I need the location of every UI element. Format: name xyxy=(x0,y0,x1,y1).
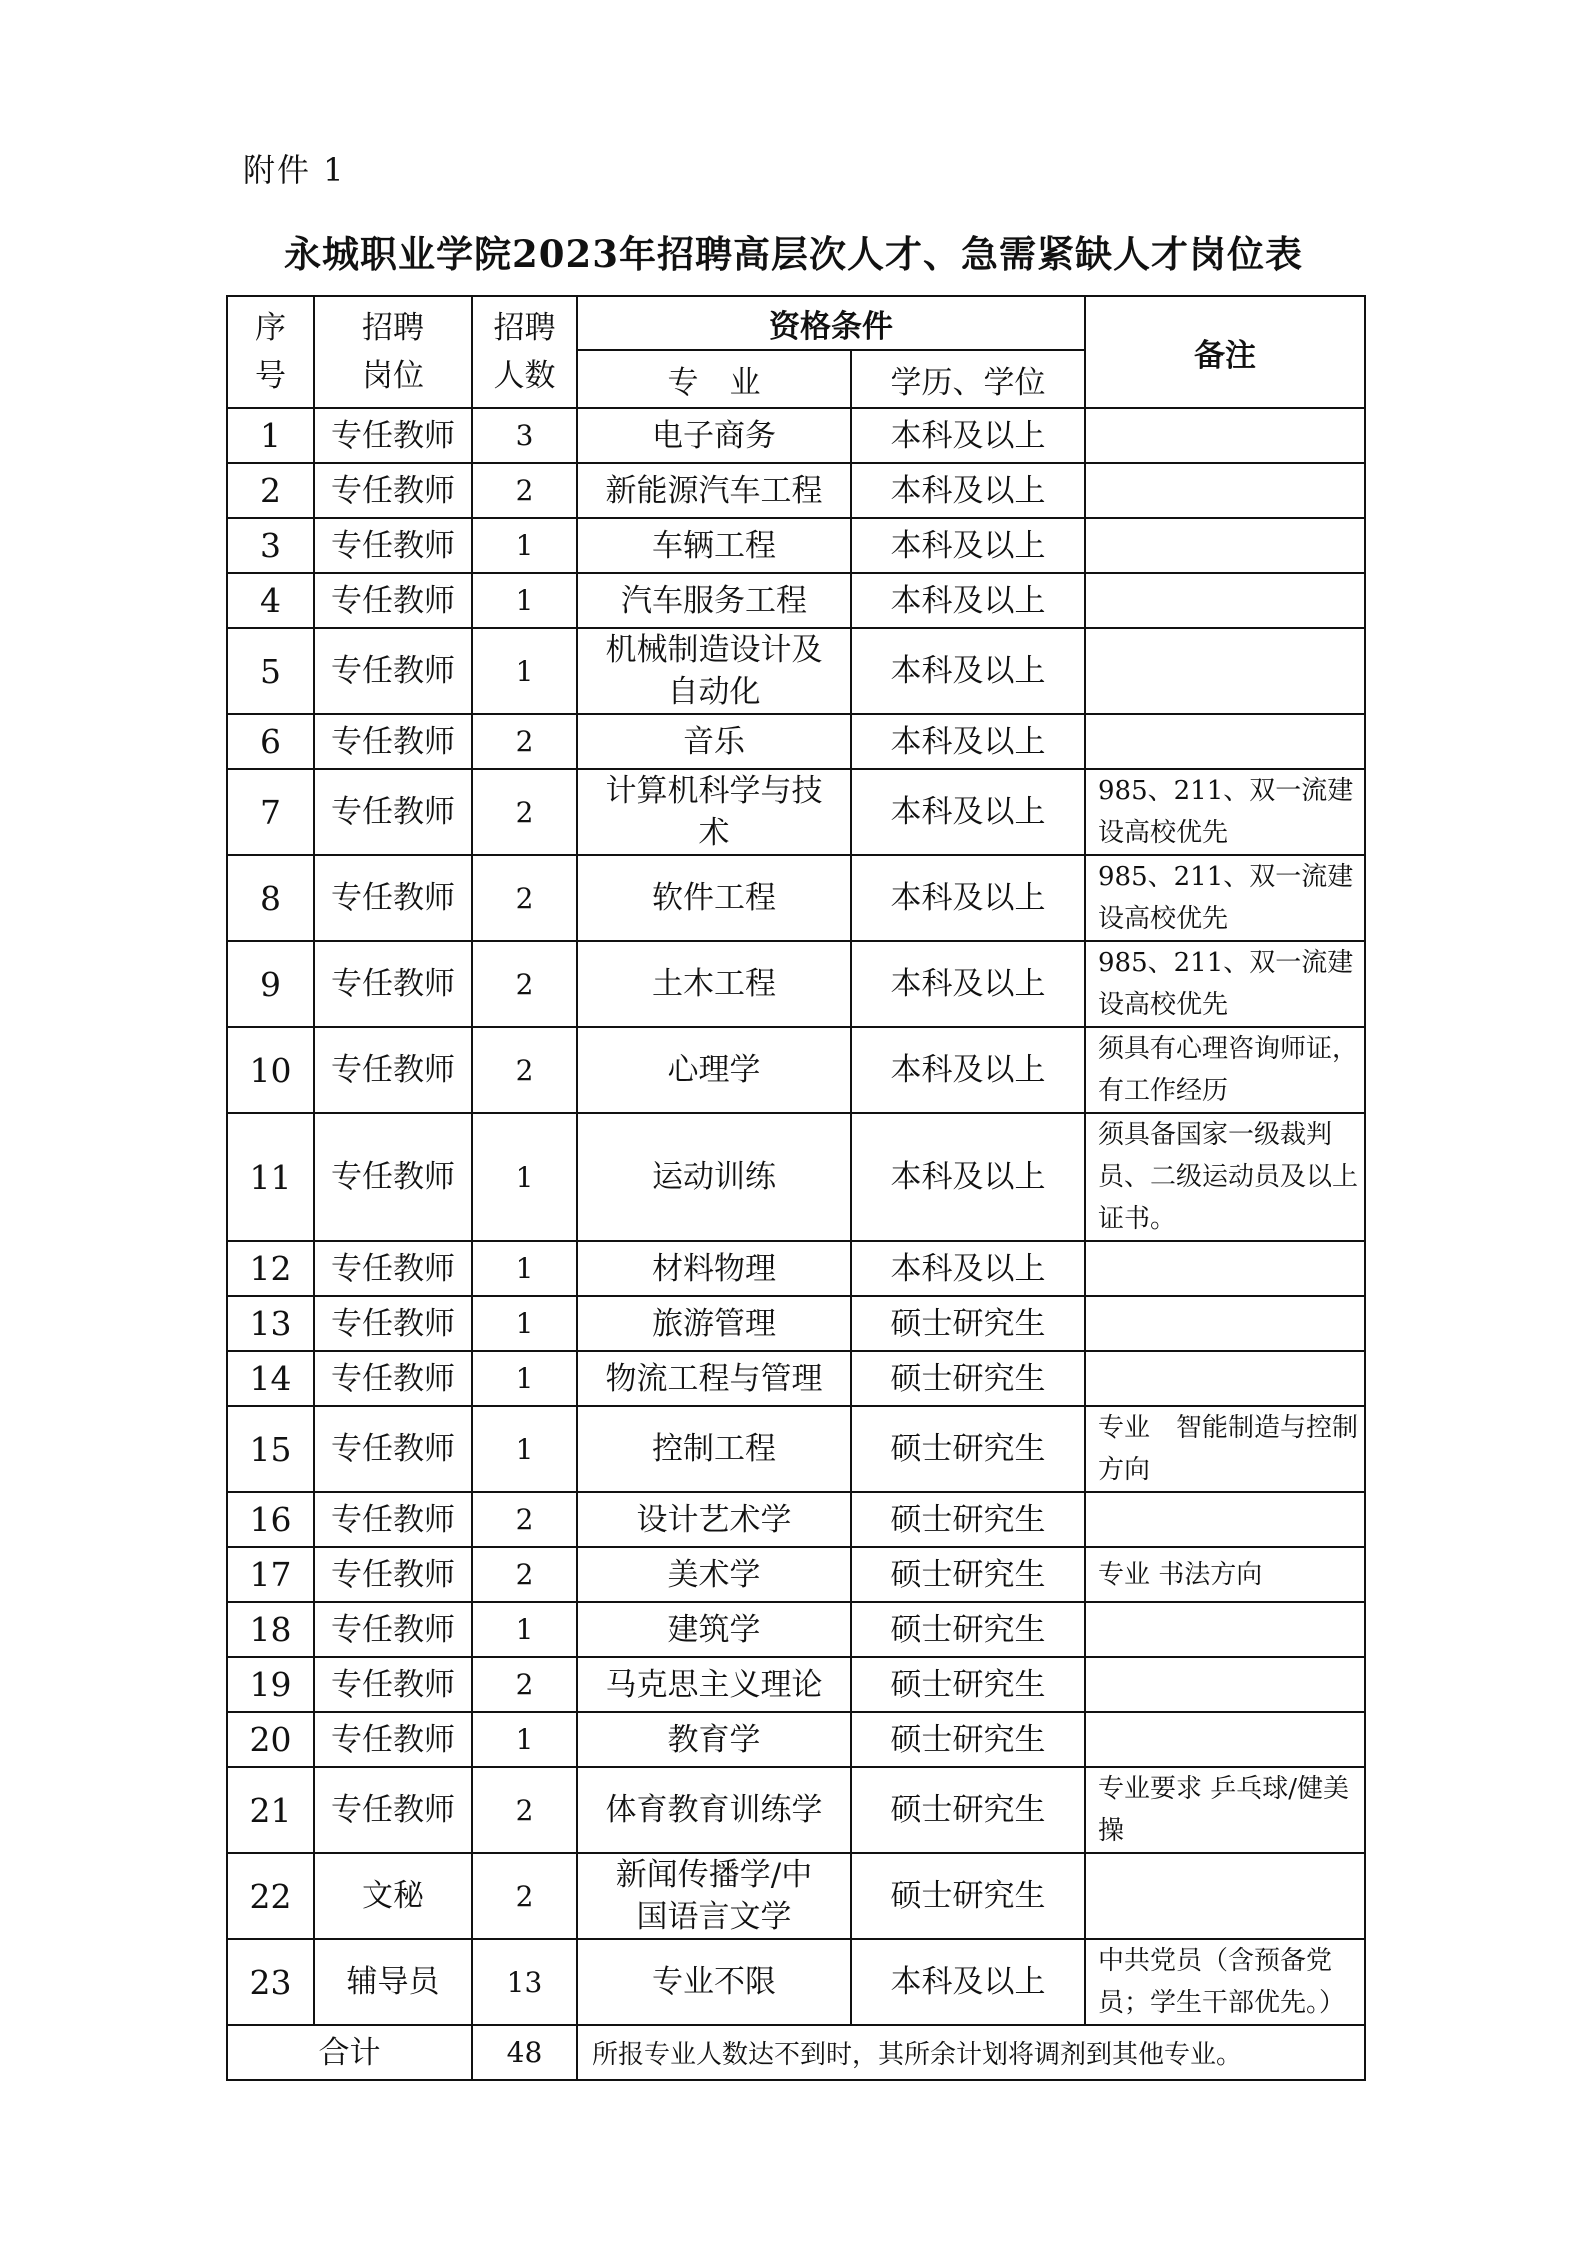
row-degree: 本科及以上 xyxy=(851,463,1085,518)
row-degree: 本科及以上 xyxy=(851,628,1085,714)
row-note xyxy=(1085,518,1365,573)
row-count: 2 xyxy=(472,714,577,769)
row-seq: 21 xyxy=(227,1767,314,1853)
row-major: 新闻传播学/中国语言文学 xyxy=(577,1853,851,1939)
row-degree: 本科及以上 xyxy=(851,518,1085,573)
table-row xyxy=(227,1113,1365,1241)
row-seq: 18 xyxy=(227,1602,314,1657)
row-position: 专任教师 xyxy=(314,714,472,769)
table-row xyxy=(227,1027,1365,1113)
header-qualification: 资格条件 xyxy=(577,296,1085,350)
total-row xyxy=(227,2025,1365,2080)
header-major: 专 业 xyxy=(577,350,851,408)
row-position: 专任教师 xyxy=(314,855,472,941)
row-position: 专任教师 xyxy=(314,518,472,573)
row-note: 985、211、双一流建设高校优先 xyxy=(1085,941,1365,1027)
row-degree: 硕士研究生 xyxy=(851,1547,1085,1602)
row-degree: 本科及以上 xyxy=(851,1939,1085,2025)
row-degree: 硕士研究生 xyxy=(851,1657,1085,1712)
row-seq: 7 xyxy=(227,769,314,855)
row-seq: 11 xyxy=(227,1113,314,1241)
row-major: 运动训练 xyxy=(577,1113,851,1241)
table-row xyxy=(227,1939,1365,2025)
row-seq: 13 xyxy=(227,1296,314,1351)
row-count: 2 xyxy=(472,1767,577,1853)
table-row xyxy=(227,1492,1365,1547)
row-seq: 6 xyxy=(227,714,314,769)
row-seq: 3 xyxy=(227,518,314,573)
row-note xyxy=(1085,408,1365,463)
positions-table xyxy=(226,295,1366,2081)
row-degree: 本科及以上 xyxy=(851,941,1085,1027)
row-seq: 20 xyxy=(227,1712,314,1767)
row-position: 专任教师 xyxy=(314,1113,472,1241)
header-count: 招聘人数 xyxy=(472,296,577,408)
row-note xyxy=(1085,1602,1365,1657)
row-note xyxy=(1085,1492,1365,1547)
row-note xyxy=(1085,628,1365,714)
row-note xyxy=(1085,573,1365,628)
row-degree: 本科及以上 xyxy=(851,573,1085,628)
row-seq: 8 xyxy=(227,855,314,941)
row-major: 计算机科学与技术 xyxy=(577,769,851,855)
row-position: 专任教师 xyxy=(314,1767,472,1853)
row-count: 1 xyxy=(472,1296,577,1351)
row-major: 汽车服务工程 xyxy=(577,573,851,628)
row-degree: 本科及以上 xyxy=(851,1113,1085,1241)
row-note: 须具备国家一级裁判员、二级运动员及以上证书。 xyxy=(1085,1113,1365,1241)
table-row xyxy=(227,573,1365,628)
row-note xyxy=(1085,463,1365,518)
row-note: 专业 书法方向 xyxy=(1085,1547,1365,1602)
row-degree: 本科及以上 xyxy=(851,1241,1085,1296)
row-count: 1 xyxy=(472,628,577,714)
header-note: 备注 xyxy=(1085,296,1365,408)
row-count: 2 xyxy=(472,1027,577,1113)
row-major: 教育学 xyxy=(577,1712,851,1767)
table-row xyxy=(227,628,1365,714)
table-row xyxy=(227,408,1365,463)
row-major: 电子商务 xyxy=(577,408,851,463)
row-note xyxy=(1085,1296,1365,1351)
row-count: 1 xyxy=(472,518,577,573)
table-row xyxy=(227,769,1365,855)
row-seq: 16 xyxy=(227,1492,314,1547)
row-degree: 本科及以上 xyxy=(851,855,1085,941)
row-position: 专任教师 xyxy=(314,769,472,855)
attachment-label: 附件 1 xyxy=(243,151,346,189)
row-major: 旅游管理 xyxy=(577,1296,851,1351)
row-seq: 22 xyxy=(227,1853,314,1939)
row-count: 1 xyxy=(472,1351,577,1406)
table-row xyxy=(227,1406,1365,1492)
row-count: 2 xyxy=(472,941,577,1027)
row-position: 专任教师 xyxy=(314,408,472,463)
row-count: 2 xyxy=(472,1492,577,1547)
row-count: 2 xyxy=(472,1657,577,1712)
row-note: 须具有心理咨询师证，有工作经历 xyxy=(1085,1027,1365,1113)
row-position: 专任教师 xyxy=(314,463,472,518)
row-major: 物流工程与管理 xyxy=(577,1351,851,1406)
row-degree: 硕士研究生 xyxy=(851,1406,1085,1492)
row-seq: 9 xyxy=(227,941,314,1027)
row-count: 1 xyxy=(472,573,577,628)
row-degree: 硕士研究生 xyxy=(851,1602,1085,1657)
row-seq: 14 xyxy=(227,1351,314,1406)
row-note xyxy=(1085,714,1365,769)
row-major: 土木工程 xyxy=(577,941,851,1027)
row-seq: 2 xyxy=(227,463,314,518)
row-seq: 12 xyxy=(227,1241,314,1296)
row-degree: 硕士研究生 xyxy=(851,1853,1085,1939)
row-position: 专任教师 xyxy=(314,941,472,1027)
header-position: 招聘岗位 xyxy=(314,296,472,408)
row-seq: 19 xyxy=(227,1657,314,1712)
page-title: 永城职业学院2023年招聘高层次人才、急需紧缺人才岗位表 xyxy=(284,232,1303,276)
row-note: 中共党员（含预备党员；学生干部优先。） xyxy=(1085,1939,1365,2025)
row-seq: 1 xyxy=(227,408,314,463)
row-note xyxy=(1085,1351,1365,1406)
row-count: 2 xyxy=(472,855,577,941)
row-seq: 23 xyxy=(227,1939,314,2025)
table-row xyxy=(227,941,1365,1027)
header-degree: 学历、学位 xyxy=(851,350,1085,408)
row-major: 设计艺术学 xyxy=(577,1492,851,1547)
table-row xyxy=(227,518,1365,573)
total-note: 所报专业人数达不到时，其所余计划将调剂到其他专业。 xyxy=(577,2025,1365,2080)
table-row xyxy=(227,1602,1365,1657)
row-major: 心理学 xyxy=(577,1027,851,1113)
header-seq: 序号 xyxy=(227,296,314,408)
row-position: 专任教师 xyxy=(314,1712,472,1767)
row-note: 985、211、双一流建设高校优先 xyxy=(1085,855,1365,941)
row-count: 13 xyxy=(472,1939,577,2025)
row-count: 1 xyxy=(472,1406,577,1492)
row-note xyxy=(1085,1712,1365,1767)
row-position: 专任教师 xyxy=(314,1406,472,1492)
row-count: 2 xyxy=(472,769,577,855)
row-position: 专任教师 xyxy=(314,1296,472,1351)
table-row xyxy=(227,855,1365,941)
table-row xyxy=(227,1657,1365,1712)
row-count: 1 xyxy=(472,1241,577,1296)
row-note: 专业要求 乒乓球/健美操 xyxy=(1085,1767,1365,1853)
row-count: 1 xyxy=(472,1712,577,1767)
row-position: 专任教师 xyxy=(314,628,472,714)
row-major: 专业不限 xyxy=(577,1939,851,2025)
row-position: 辅导员 xyxy=(314,1939,472,2025)
row-major: 美术学 xyxy=(577,1547,851,1602)
table-row xyxy=(227,714,1365,769)
total-label: 合计 xyxy=(227,2025,472,2080)
row-major: 建筑学 xyxy=(577,1602,851,1657)
row-position: 专任教师 xyxy=(314,1351,472,1406)
row-position: 专任教师 xyxy=(314,1241,472,1296)
row-seq: 5 xyxy=(227,628,314,714)
table-row xyxy=(227,1296,1365,1351)
row-count: 2 xyxy=(472,1853,577,1939)
table-row xyxy=(227,463,1365,518)
row-note: 专业 智能制造与控制方向 xyxy=(1085,1406,1365,1492)
row-note xyxy=(1085,1241,1365,1296)
row-position: 专任教师 xyxy=(314,1027,472,1113)
row-count: 3 xyxy=(472,408,577,463)
row-major: 音乐 xyxy=(577,714,851,769)
row-degree: 硕士研究生 xyxy=(851,1712,1085,1767)
row-major: 马克思主义理论 xyxy=(577,1657,851,1712)
row-position: 专任教师 xyxy=(314,1492,472,1547)
table-row xyxy=(227,1767,1365,1853)
table-row xyxy=(227,1351,1365,1406)
row-degree: 硕士研究生 xyxy=(851,1492,1085,1547)
row-count: 2 xyxy=(472,463,577,518)
table-row xyxy=(227,1241,1365,1296)
row-major: 软件工程 xyxy=(577,855,851,941)
row-degree: 硕士研究生 xyxy=(851,1351,1085,1406)
row-position: 专任教师 xyxy=(314,1602,472,1657)
row-position: 专任教师 xyxy=(314,1547,472,1602)
row-count: 1 xyxy=(472,1113,577,1241)
row-major: 材料物理 xyxy=(577,1241,851,1296)
row-degree: 硕士研究生 xyxy=(851,1296,1085,1351)
row-note xyxy=(1085,1853,1365,1939)
table-row xyxy=(227,1853,1365,1939)
row-major: 新能源汽车工程 xyxy=(577,463,851,518)
row-degree: 硕士研究生 xyxy=(851,1767,1085,1853)
row-seq: 10 xyxy=(227,1027,314,1113)
row-count: 2 xyxy=(472,1547,577,1602)
row-major: 控制工程 xyxy=(577,1406,851,1492)
total-count: 48 xyxy=(472,2025,577,2080)
row-position: 专任教师 xyxy=(314,573,472,628)
row-note xyxy=(1085,1657,1365,1712)
row-major: 车辆工程 xyxy=(577,518,851,573)
table-row xyxy=(227,1712,1365,1767)
row-position: 专任教师 xyxy=(314,1657,472,1712)
row-degree: 本科及以上 xyxy=(851,408,1085,463)
row-count: 1 xyxy=(472,1602,577,1657)
table-row xyxy=(227,1547,1365,1602)
row-degree: 本科及以上 xyxy=(851,1027,1085,1113)
row-major: 体育教育训练学 xyxy=(577,1767,851,1853)
row-note: 985、211、双一流建设高校优先 xyxy=(1085,769,1365,855)
row-major: 机械制造设计及自动化 xyxy=(577,628,851,714)
row-seq: 15 xyxy=(227,1406,314,1492)
row-seq: 4 xyxy=(227,573,314,628)
row-seq: 17 xyxy=(227,1547,314,1602)
row-degree: 本科及以上 xyxy=(851,769,1085,855)
row-degree: 本科及以上 xyxy=(851,714,1085,769)
row-position: 文秘 xyxy=(314,1853,472,1939)
